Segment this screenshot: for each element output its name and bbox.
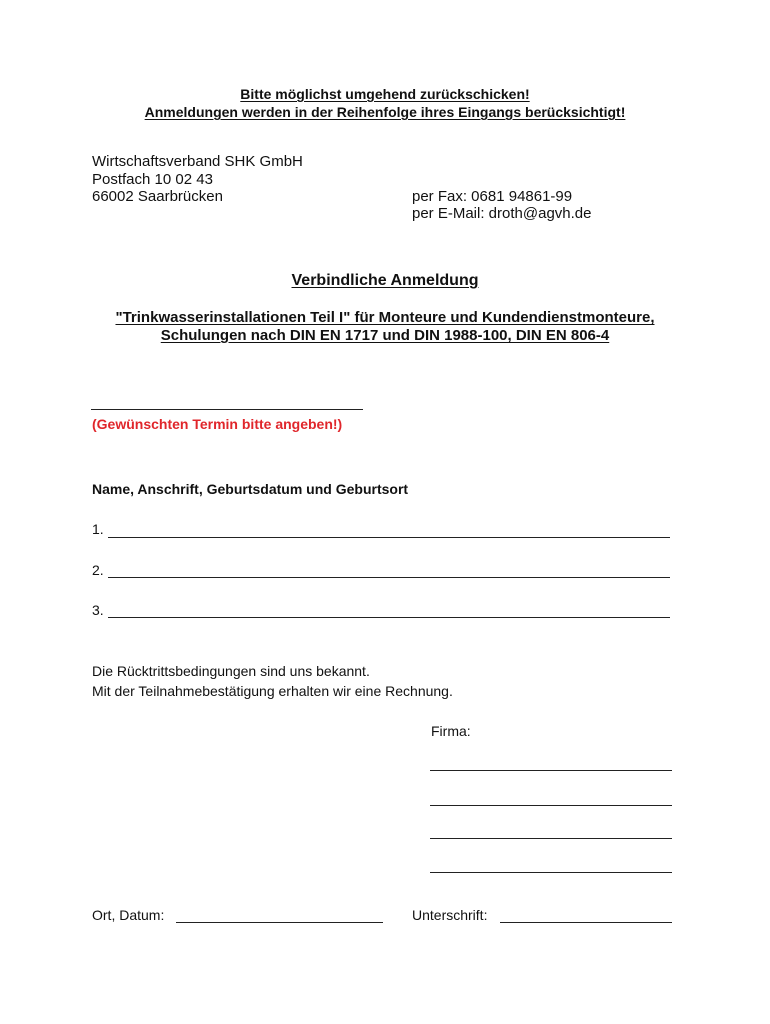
fax-number: per Fax: 0681 94861-99: [412, 188, 573, 205]
order-notice: Anmeldungen werden in der Reihenfolge ihres Eingangs berücksichtigt!: [144, 104, 626, 120]
course-title: "Trinkwasserinstallationen Teil I" für Monteure und Kundendienstmonteure,: [115, 309, 655, 326]
company-field-1[interactable]: [430, 770, 672, 771]
participant-3-field[interactable]: [108, 617, 670, 618]
company-label: Firma:: [431, 723, 471, 739]
return-notice: Bitte möglichst umgehend zurückschicken!: [240, 86, 530, 102]
cancellation-terms: Die Rücktrittsbedingungen sind uns bekannt.: [92, 663, 370, 679]
company-field-4[interactable]: [430, 872, 672, 873]
email-address: per E-Mail: droth@agvh.de: [412, 205, 592, 222]
place-date-label: Ort, Datum:: [92, 907, 165, 923]
page-title: Verbindliche Anmeldung: [291, 272, 479, 289]
recipient-city: 66002 Saarbrücken: [92, 188, 223, 205]
participant-1-label: 1.: [92, 521, 104, 537]
invoice-note: Mit der Teilnahmebestätigung erhalten wir eine Rechnung.: [92, 683, 453, 699]
signature-label: Unterschrift:: [412, 907, 488, 923]
participant-2-label: 2.: [92, 562, 104, 578]
recipient-postbox: Postfach 10 02 43: [92, 171, 213, 188]
signature-field[interactable]: [500, 922, 672, 923]
participant-2-field[interactable]: [108, 577, 670, 578]
company-field-2[interactable]: [430, 805, 672, 806]
termin-hint: (Gewünschten Termin bitte angeben!): [92, 416, 343, 432]
course-standards: Schulungen nach DIN EN 1717 und DIN 1988-100, DIN EN 806-4: [160, 327, 610, 344]
termin-field[interactable]: [91, 409, 363, 410]
participant-3-label: 3.: [92, 602, 104, 618]
place-date-field[interactable]: [176, 922, 383, 923]
participants-heading: Name, Anschrift, Geburtsdatum und Geburtsort: [92, 481, 409, 497]
recipient-name: Wirtschaftsverband SHK GmbH: [92, 153, 303, 170]
company-field-3[interactable]: [430, 838, 672, 839]
participant-1-field[interactable]: [108, 537, 670, 538]
